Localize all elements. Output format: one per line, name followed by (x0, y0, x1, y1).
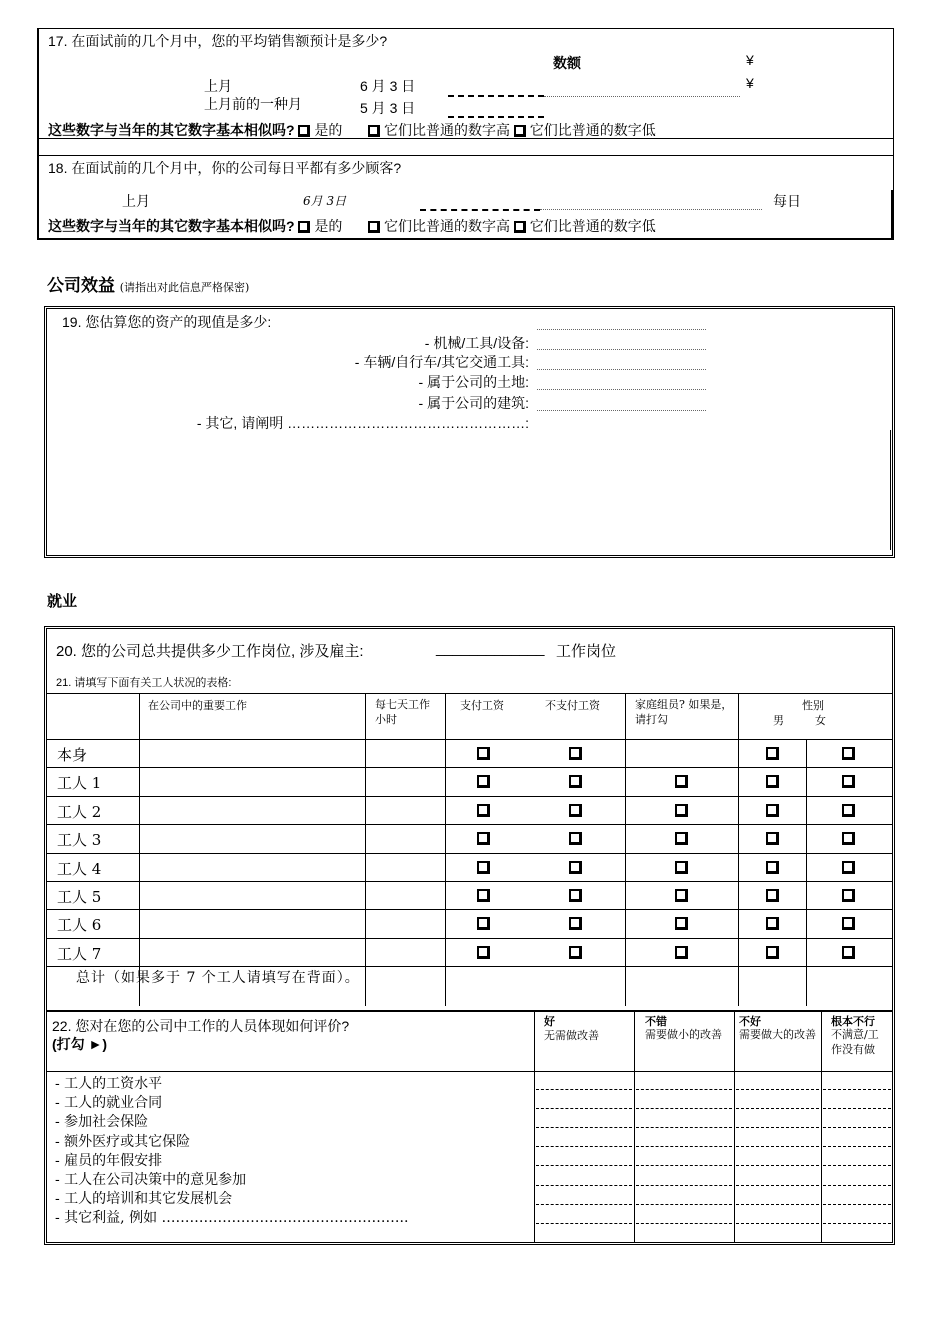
q22-answer-bad[interactable] (736, 1204, 819, 1205)
q17-month-before-label: 上月前的一种月 (204, 97, 302, 113)
q22-answer-terrible[interactable] (823, 1242, 891, 1243)
q18-right-thick (891, 190, 893, 238)
q18-higher-label: 它们比普通的数字高 (384, 218, 511, 234)
q20-unit: 工作岗位 (556, 643, 617, 660)
q21-worker-3-unpaid-checkbox[interactable] (569, 832, 582, 845)
q21-row-label-worker-1: 工人 1 (57, 774, 102, 793)
q17-last-month-dots (544, 96, 740, 97)
q22-answer-terrible[interactable] (823, 1223, 891, 1224)
q21-worker-7-paid-checkbox[interactable] (477, 946, 490, 959)
q21-worker-4-male-checkbox[interactable] (766, 861, 779, 874)
q21-worker-3-male-checkbox[interactable] (766, 832, 779, 845)
q17-last-month-label: 上月 (204, 79, 232, 95)
q22-rating-terrible-desc: 不满意/工作没有做 (831, 1028, 879, 1056)
q21-row-line (47, 796, 892, 797)
q22-rating-ok-desc: 需要做小的改善 (645, 1028, 722, 1041)
q17-similar-question: 这些数字与当年的其它数字基本相似吗? (48, 122, 295, 138)
q22-answer-good[interactable] (536, 1223, 632, 1224)
q21-col-gender (738, 693, 739, 1006)
q19-item-buildings: - 属于公司的建筑: (418, 395, 529, 411)
q22-answer-good[interactable] (536, 1204, 632, 1205)
q21-row-line (47, 966, 892, 967)
employment-frame (44, 626, 895, 1245)
q17-yes-label: 是的 (314, 122, 343, 138)
q17-currency-2: ¥ (746, 75, 754, 91)
q18-lower-checkbox[interactable] (514, 221, 526, 233)
q18-per-day: 每日 (773, 194, 801, 210)
q18-higher-checkbox[interactable] (368, 221, 380, 233)
q19-field-vehicles[interactable] (537, 369, 706, 370)
q21-row-label-worker-7: 工人 7 (57, 944, 102, 963)
q22-rating-bad-title: 不好 (739, 1016, 761, 1028)
q22-item: - 工人在公司决策中的意见参加 (55, 1172, 247, 1188)
q19-field-top (537, 329, 706, 330)
q17-amount-header: 数额 (553, 55, 581, 71)
q21-worker-6-family-checkbox[interactable] (675, 917, 688, 930)
q22-item: - 雇员的年假安排 (55, 1152, 163, 1169)
q22-answer-terrible[interactable] (823, 1127, 891, 1128)
q22-rating-bad-desc: 需要做大的改善 (739, 1028, 816, 1041)
q22-answer-good[interactable] (536, 1089, 632, 1090)
q19-item-machinery: - 机械/工具/设备: (424, 335, 529, 351)
q18-last-month-label: 上月 (122, 194, 150, 210)
q21-worker-6-paid-checkbox[interactable] (477, 917, 490, 930)
q22-col-bad (734, 1010, 735, 1242)
benefit-title-text: 公司效益 (47, 276, 115, 295)
q20-row (56, 640, 364, 661)
q21-row-line (47, 767, 892, 768)
q21-row-label-worker-5: 工人 5 (57, 888, 102, 906)
q22-rating-ok-title: 不错 (645, 1016, 667, 1028)
benefit-note: (请指出对此信息严格保密) (119, 281, 250, 294)
q21-col-work (139, 693, 140, 1006)
q21-worker-6-female-checkbox[interactable] (842, 917, 855, 930)
q22-top-line (47, 1010, 892, 1012)
q17-yes-checkbox[interactable] (298, 125, 310, 137)
q22-answer-bad[interactable] (736, 1146, 819, 1147)
q22-tick-hint: (打勾 ►) (52, 1036, 108, 1052)
q21-worker-4-paid-checkbox[interactable] (477, 861, 490, 874)
q22-answer-bad[interactable] (736, 1165, 819, 1166)
q22-col-terrible (821, 1010, 822, 1242)
q21-worker-3-family-checkbox[interactable] (675, 832, 688, 845)
q21-total-label: 总计（如果多于 7 个工人请填写在背面）。 (76, 970, 360, 986)
q22-col-ok (634, 1010, 635, 1242)
q20-question: 20. 您的公司总共提供多少工作岗位, 涉及雇主: (56, 643, 364, 660)
q21-row-label-worker-6: 工人 6 (57, 916, 102, 935)
q21-worker-2-female-checkbox[interactable] (842, 804, 855, 817)
q22-answer-ok[interactable] (636, 1146, 732, 1147)
q21-worker-1-male-checkbox[interactable] (766, 775, 779, 788)
q21-row-line (47, 853, 892, 854)
q21-worker-1-female-checkbox[interactable] (842, 775, 855, 788)
q18-similar-question: 这些数字与当年的其它数字基本相似吗? (48, 218, 295, 234)
q22-answer-good[interactable] (536, 1185, 632, 1186)
q21-header-family: 家庭组员? 如果是，请打勾 (635, 698, 733, 726)
q21-worker-7-male-checkbox[interactable] (766, 946, 779, 959)
q21-self-unpaid-checkbox[interactable] (569, 747, 582, 760)
q21-worker-5-male-checkbox[interactable] (766, 889, 779, 902)
q21-worker-1-paid-checkbox[interactable] (477, 775, 490, 788)
q21-worker-6-male-checkbox[interactable] (766, 917, 779, 930)
q22-answer-bad[interactable] (736, 1185, 819, 1186)
q22-answer-good[interactable] (536, 1242, 632, 1243)
q22-item: - 额外医疗或其它保险 (55, 1133, 191, 1150)
q21-row-line (47, 938, 892, 939)
q22-rating-good-desc: 无需做改善 (544, 1029, 599, 1042)
q17-last-month-blank[interactable] (448, 95, 544, 97)
q21-self-female-checkbox[interactable] (842, 747, 855, 760)
q19-item-land: - 属于公司的土地: (418, 374, 529, 390)
q22-col-good (534, 1010, 535, 1242)
q22-item: - 其它利益, 例如 …………………………………………….. (55, 1210, 409, 1227)
q18-lower-label: 它们比普通的数字低 (529, 218, 656, 234)
q21-row-label-worker-2: 工人 2 (57, 802, 102, 821)
q21-col-family (625, 693, 626, 1006)
q22-item: - 工人的培训和其它发展机会 (55, 1191, 233, 1208)
q21-header-gender: 性别 (802, 699, 824, 712)
q21-worker-3-paid-checkbox[interactable] (477, 832, 490, 845)
q21-worker-3-female-checkbox[interactable] (842, 832, 855, 845)
q22-answer-ok[interactable] (636, 1108, 732, 1109)
q19-item-vehicles: - 车辆/自行车/其它交通工具: (354, 354, 529, 370)
q21-worker-2-family-checkbox[interactable] (675, 804, 688, 817)
q17-lower-label: 它们比普通的数字低 (529, 122, 656, 138)
employment-title: 就业 (47, 593, 78, 610)
q22-item: - 工人的工资水平 (55, 1076, 163, 1092)
q19-field-machinery[interactable] (537, 349, 706, 350)
benefit-title (47, 271, 249, 296)
q21-header-female: 女 (815, 714, 826, 727)
q21-row-line (47, 881, 892, 882)
q18-top-line (37, 155, 894, 156)
q22-answer-terrible[interactable] (823, 1108, 891, 1109)
q18-customers-dots (540, 209, 762, 210)
q21-header-hours: 每七天工作小时 (375, 698, 430, 726)
q21-worker-2-paid-checkbox[interactable] (477, 804, 490, 817)
q22-rating-terrible-title: 根本不行 (831, 1016, 875, 1028)
q19-inner-right (890, 430, 891, 550)
q22-answer-ok[interactable] (636, 1185, 732, 1186)
q19-field-buildings[interactable] (537, 410, 706, 411)
q22-answer-terrible[interactable] (823, 1165, 891, 1166)
q21-row-label-worker-3: 工人 3 (57, 831, 102, 850)
q21-worker-6-unpaid-checkbox[interactable] (569, 917, 582, 930)
q22-answer-bad[interactable] (736, 1108, 819, 1109)
q22-answer-good[interactable] (536, 1165, 632, 1166)
q22-rating-good-title: 好 (544, 1016, 555, 1028)
q17-month-before-blank[interactable] (448, 116, 544, 118)
q21-row-label-self: 本身 (57, 746, 88, 764)
q18-yes-checkbox[interactable] (298, 221, 310, 233)
q22-answer-ok[interactable] (636, 1242, 732, 1243)
q21-worker-5-paid-checkbox[interactable] (477, 889, 490, 902)
q18-question: 18. 在面试前的几个月中，你的公司每日平都有多少顾客? (48, 160, 402, 176)
q22-answer-ok[interactable] (636, 1127, 732, 1128)
q22-answer-bad[interactable] (736, 1127, 819, 1128)
q22-answer-ok[interactable] (636, 1089, 732, 1090)
q20-blank[interactable]: _____________ (436, 640, 545, 657)
q22-item: - 参加社会保险 (55, 1114, 149, 1131)
q19-item-other: - 其它, 请阐明 ……………………………………………: (196, 415, 529, 431)
q21-col-paid (445, 693, 446, 1006)
q22-answer-terrible[interactable] (823, 1089, 891, 1090)
q18-yes-label: 是的 (314, 218, 343, 234)
q22-answer-ok[interactable] (636, 1223, 732, 1224)
q21-worker-4-family-checkbox[interactable] (675, 861, 688, 874)
q22-answer-good[interactable] (536, 1127, 632, 1128)
q21-col-female (806, 739, 807, 1006)
q18-last-month-date: 6月 3日 (303, 194, 347, 208)
q21-row-line (47, 909, 892, 910)
q21-worker-5-unpaid-checkbox[interactable] (569, 889, 582, 902)
q21-header-paid: 支付工资 (460, 699, 504, 712)
q22-answer-bad[interactable] (736, 1089, 819, 1090)
q21-worker-4-unpaid-checkbox[interactable] (569, 861, 582, 874)
q21-row-line (47, 824, 892, 825)
q17-higher-label: 它们比普通的数字高 (384, 122, 511, 138)
q21-self-paid-checkbox[interactable] (477, 747, 490, 760)
q19-field-land[interactable] (537, 389, 706, 390)
q21-header-bottom (47, 739, 892, 740)
frame-left-thick (37, 28, 39, 240)
q17-lower-checkbox[interactable] (514, 125, 526, 137)
q18-customers-blank[interactable] (420, 209, 540, 211)
q17-currency: ¥ (746, 52, 754, 68)
q22-answer-bad[interactable] (736, 1223, 819, 1224)
q17-similar-row (48, 120, 656, 140)
q22-answer-terrible[interactable] (823, 1185, 891, 1186)
q21-worker-2-male-checkbox[interactable] (766, 804, 779, 817)
q17-last-month-date: 6 月 3 日 (360, 78, 416, 94)
q22-answer-ok[interactable] (636, 1204, 732, 1205)
q21-header-top (47, 693, 892, 694)
q22-answer-ok[interactable] (636, 1165, 732, 1166)
q21-worker-2-unpaid-checkbox[interactable] (569, 804, 582, 817)
q21-worker-7-female-checkbox[interactable] (842, 946, 855, 959)
q21-worker-7-family-checkbox[interactable] (675, 946, 688, 959)
q21-question: 21. 请填写下面有关工人状况的表格: (56, 677, 232, 689)
q22-item: - 工人的就业合同 (55, 1095, 163, 1112)
q22-question: 22. 您对在您的公司中工作的人员体现如何评价? (52, 1018, 350, 1034)
q22-answer-bad[interactable] (736, 1242, 819, 1243)
q21-worker-1-family-checkbox[interactable] (675, 775, 688, 788)
q21-worker-5-family-checkbox[interactable] (675, 889, 688, 902)
q17-month-before-date: 5 月 3 日 (360, 100, 416, 116)
q21-header-male: 男 (773, 714, 784, 727)
q18-similar-row (48, 216, 656, 236)
q17-question: 17. 在面试前的几个月中，您的平均销售额预计是多少? (48, 33, 388, 49)
q21-col-hours (365, 693, 366, 1006)
q22-answer-good[interactable] (536, 1108, 632, 1109)
q21-worker-5-female-checkbox[interactable] (842, 889, 855, 902)
q22-answer-good[interactable] (536, 1146, 632, 1147)
q22-answer-terrible[interactable] (823, 1146, 891, 1147)
q21-header-work: 在公司中的重要工作 (148, 699, 247, 712)
q21-self-male-checkbox[interactable] (766, 747, 779, 760)
q22-answer-terrible[interactable] (823, 1204, 891, 1205)
q21-worker-1-unpaid-checkbox[interactable] (569, 775, 582, 788)
q17-higher-checkbox[interactable] (368, 125, 380, 137)
q18-bottom-line (37, 238, 894, 240)
q19-question: 19. 您估算您的资产的现值是多少: (62, 314, 272, 330)
q21-worker-4-female-checkbox[interactable] (842, 861, 855, 874)
q21-row-label-worker-4: 工人 4 (57, 859, 102, 878)
q21-worker-7-unpaid-checkbox[interactable] (569, 946, 582, 959)
q21-header-unpaid: 不支付工资 (545, 699, 600, 712)
q22-header-bottom (47, 1071, 892, 1072)
